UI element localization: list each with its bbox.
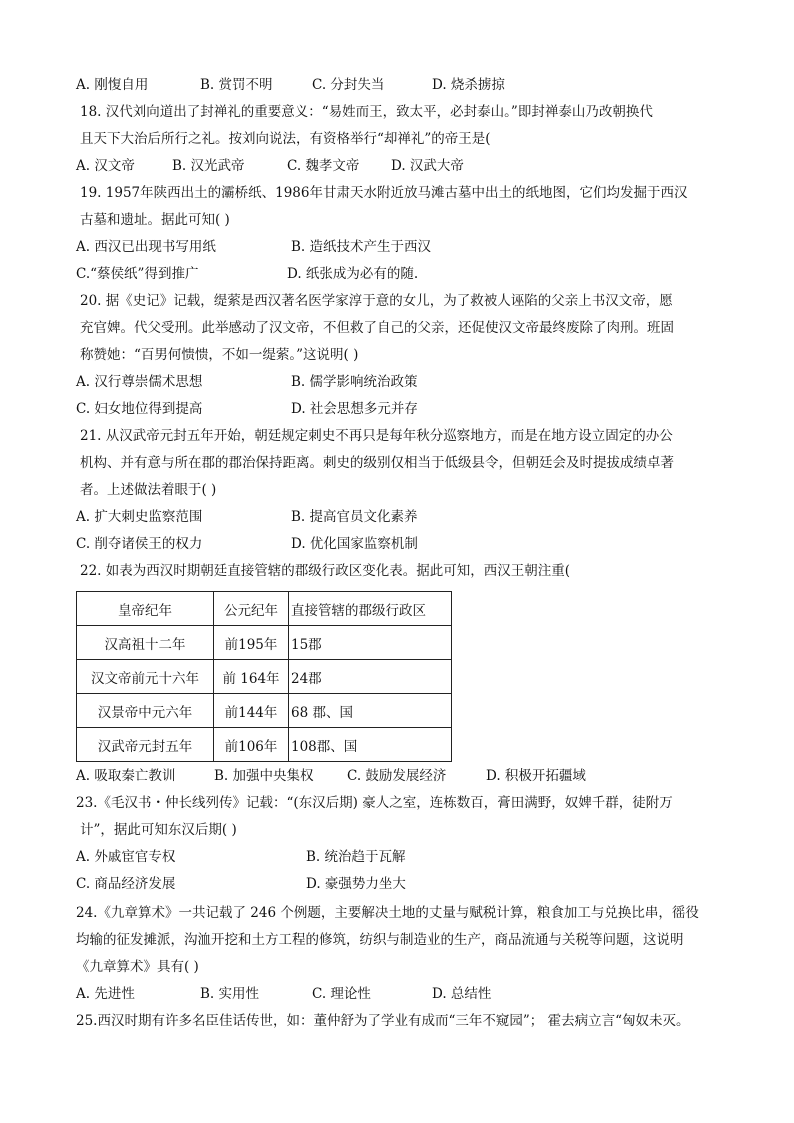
q17-option-b: B. 赏罚不明 [200,77,273,93]
q23-option-c: C. 商品经济发展 [76,876,176,892]
q21-option-d: D. 优化国家监察机制 [291,536,418,552]
table-header: 直接管辖的郡级行政区 [289,592,452,626]
q22-option-d: D. 积极开拓疆域 [486,768,586,784]
q24-option-c: C. 理论性 [312,986,371,1002]
table-cell: 前106年 [214,728,289,762]
q23-stem-line-2: 计”，据此可知东汉后期( ) [80,822,237,838]
q23-option-b: B. 统治趋于瓦解 [306,849,406,865]
q24-stem-line-3: 《九章算术》具有( ) [76,959,199,975]
q18-stem-line-2: 且天下大治后所行之礼。按刘向说法，有资格举行“却禅礼”的帝王是( [80,131,491,147]
table-cell: 24郡 [289,660,452,694]
q23-stem-line-1: 23.《毛汉书・仲长线列传》记载：“(东汉后期) 豪人之室，连栋数百，膏田满野，奴婢千群，徒附万 [76,795,673,811]
q22-option-c: C. 鼓励发展经济 [347,768,447,784]
q21-stem-line-3: 者。上述做法着眼于( ) [80,482,217,498]
q20-option-d: D. 社会思想多元并存 [291,401,418,417]
q22-option-b: B. 加强中央集权 [214,768,314,784]
q21-stem-line-1: 21. 从汉武帝元封五年开始，朝廷规定刺史不再只是每年秋分巡察地方，而是在地方设立固定的办公 [80,428,673,444]
q24-option-d: D. 总结性 [432,986,492,1002]
q19-option-a: A. 西汉已出现书写用纸 [76,239,216,255]
q24-option-b: B. 实用性 [200,986,260,1002]
q23-option-a: A. 外戚宦官专权 [76,849,176,865]
q18-option-c: C. 魏孝文帝 [287,158,360,174]
table-cell: 前195年 [214,626,289,660]
table-cell: 前144年 [214,694,289,728]
q19-option-d: D. 纸张成为必有的随. [287,266,419,282]
q18-stem-line-1: 18. 汉代刘向道出了封禅礼的重要意义：“易姓而王，致太平，必封泰山。”即封禅泰山乃改朝换代 [80,104,653,120]
q21-option-c: C. 削夺诸侯王的权力 [76,536,203,552]
q20-option-b: B. 儒学影响统治政策 [291,374,418,390]
q23-option-d: D. 豪强势力坐大 [306,876,406,892]
q19-stem-line-1: 19. 1957年陕西出土的灞桥纸、1986年甘肃天水附近放马滩古墓中出土的纸地图，它们均发掘于西汉 [80,185,688,201]
q24-stem-line-2: 均输的征发摊派，沟洫开挖和土方工程的修筑，纺织与制造业的生产，商品流通与关税等问题，这说明 [76,932,684,948]
q20-stem-line-1: 20. 据《史记》记载，缇萦是西汉著名医学家淳于意的女儿，为了救被人诬陷的父亲上书汉文帝，愿 [80,293,673,309]
q22-option-a: A. 吸取秦亡教训 [76,768,176,784]
table-header: 皇帝纪年 [77,592,214,626]
q24-option-a: A. 先进性 [76,986,135,1002]
q18-option-a: A. 汉文帝 [76,158,135,174]
table-cell: 15郡 [289,626,452,660]
q21-stem-line-2: 机构、并有意与所在郡的郡治保持距离。刺史的级别仅相当于低级县令，但朝廷会及时提拔成绩卓著 [80,455,674,471]
q17-option-a: A. 刚愎自用 [76,77,149,93]
table-cell: 68 郡、国 [289,694,452,728]
table-header-row [77,592,452,626]
q20-option-c: C. 妇女地位得到提高 [76,401,203,417]
q18-option-d: D. 汉武大帝 [391,158,464,174]
table-row [77,728,452,762]
q17-option-c: C. 分封失当 [312,77,385,93]
q20-option-a: A. 汉行尊崇儒术思想 [76,374,203,390]
q20-stem-line-2: 充官婢。代父受刑。此举感动了汉文帝，不但救了自己的父亲，还促使汉文帝最终废除了肉刑。班固 [80,320,674,336]
q25-stem-line-1: 25.西汉时期有许多名臣佳话传世，如：董仲舒为了学业有成而“三年不窥园”； 霍去病立言“匈奴未灭。 [76,1013,690,1029]
table-row [77,660,452,694]
table-cell: 108郡、国 [289,728,452,762]
q19-option-b: B. 造纸技术产生于西汉 [291,239,432,255]
q21-option-a: A. 扩大刺史监察范围 [76,509,203,525]
admin-region-table [76,591,452,762]
table-cell: 汉高祖十二年 [77,626,214,660]
table-header: 公元纪年 [214,592,289,626]
q21-option-b: B. 提高官员文化素养 [291,509,418,525]
table-row [77,694,452,728]
table-cell: 汉景帝中元六年 [77,694,214,728]
q18-option-b: B. 汉光武帝 [172,158,245,174]
q24-stem-line-1: 24.《九章算术》一共记载了 246 个例题，主要解决土地的丈量与赋税计算，粮食加工与兑换比串，徭役 [76,905,699,921]
q22-stem-line-1: 22. 如表为西汉时期朝廷直接管辖的郡级行政区变化表。据此可知，西汉王朝注重( [80,563,571,579]
table-cell: 前 164年 [214,660,289,694]
table-row [77,626,452,660]
q20-stem-line-3: 称赞她：“百男何愦愦，不如一缇萦。”这说明( ) [80,347,359,363]
table-cell: 汉文帝前元十六年 [77,660,214,694]
q17-option-d: D. 烧杀掳掠 [432,77,505,93]
q19-stem-line-2: 古墓和遗址。据此可知( ) [80,212,230,228]
table-cell: 汉武帝元封五年 [77,728,214,762]
q19-option-c: C.“蔡侯纸”得到推广 [76,266,199,282]
